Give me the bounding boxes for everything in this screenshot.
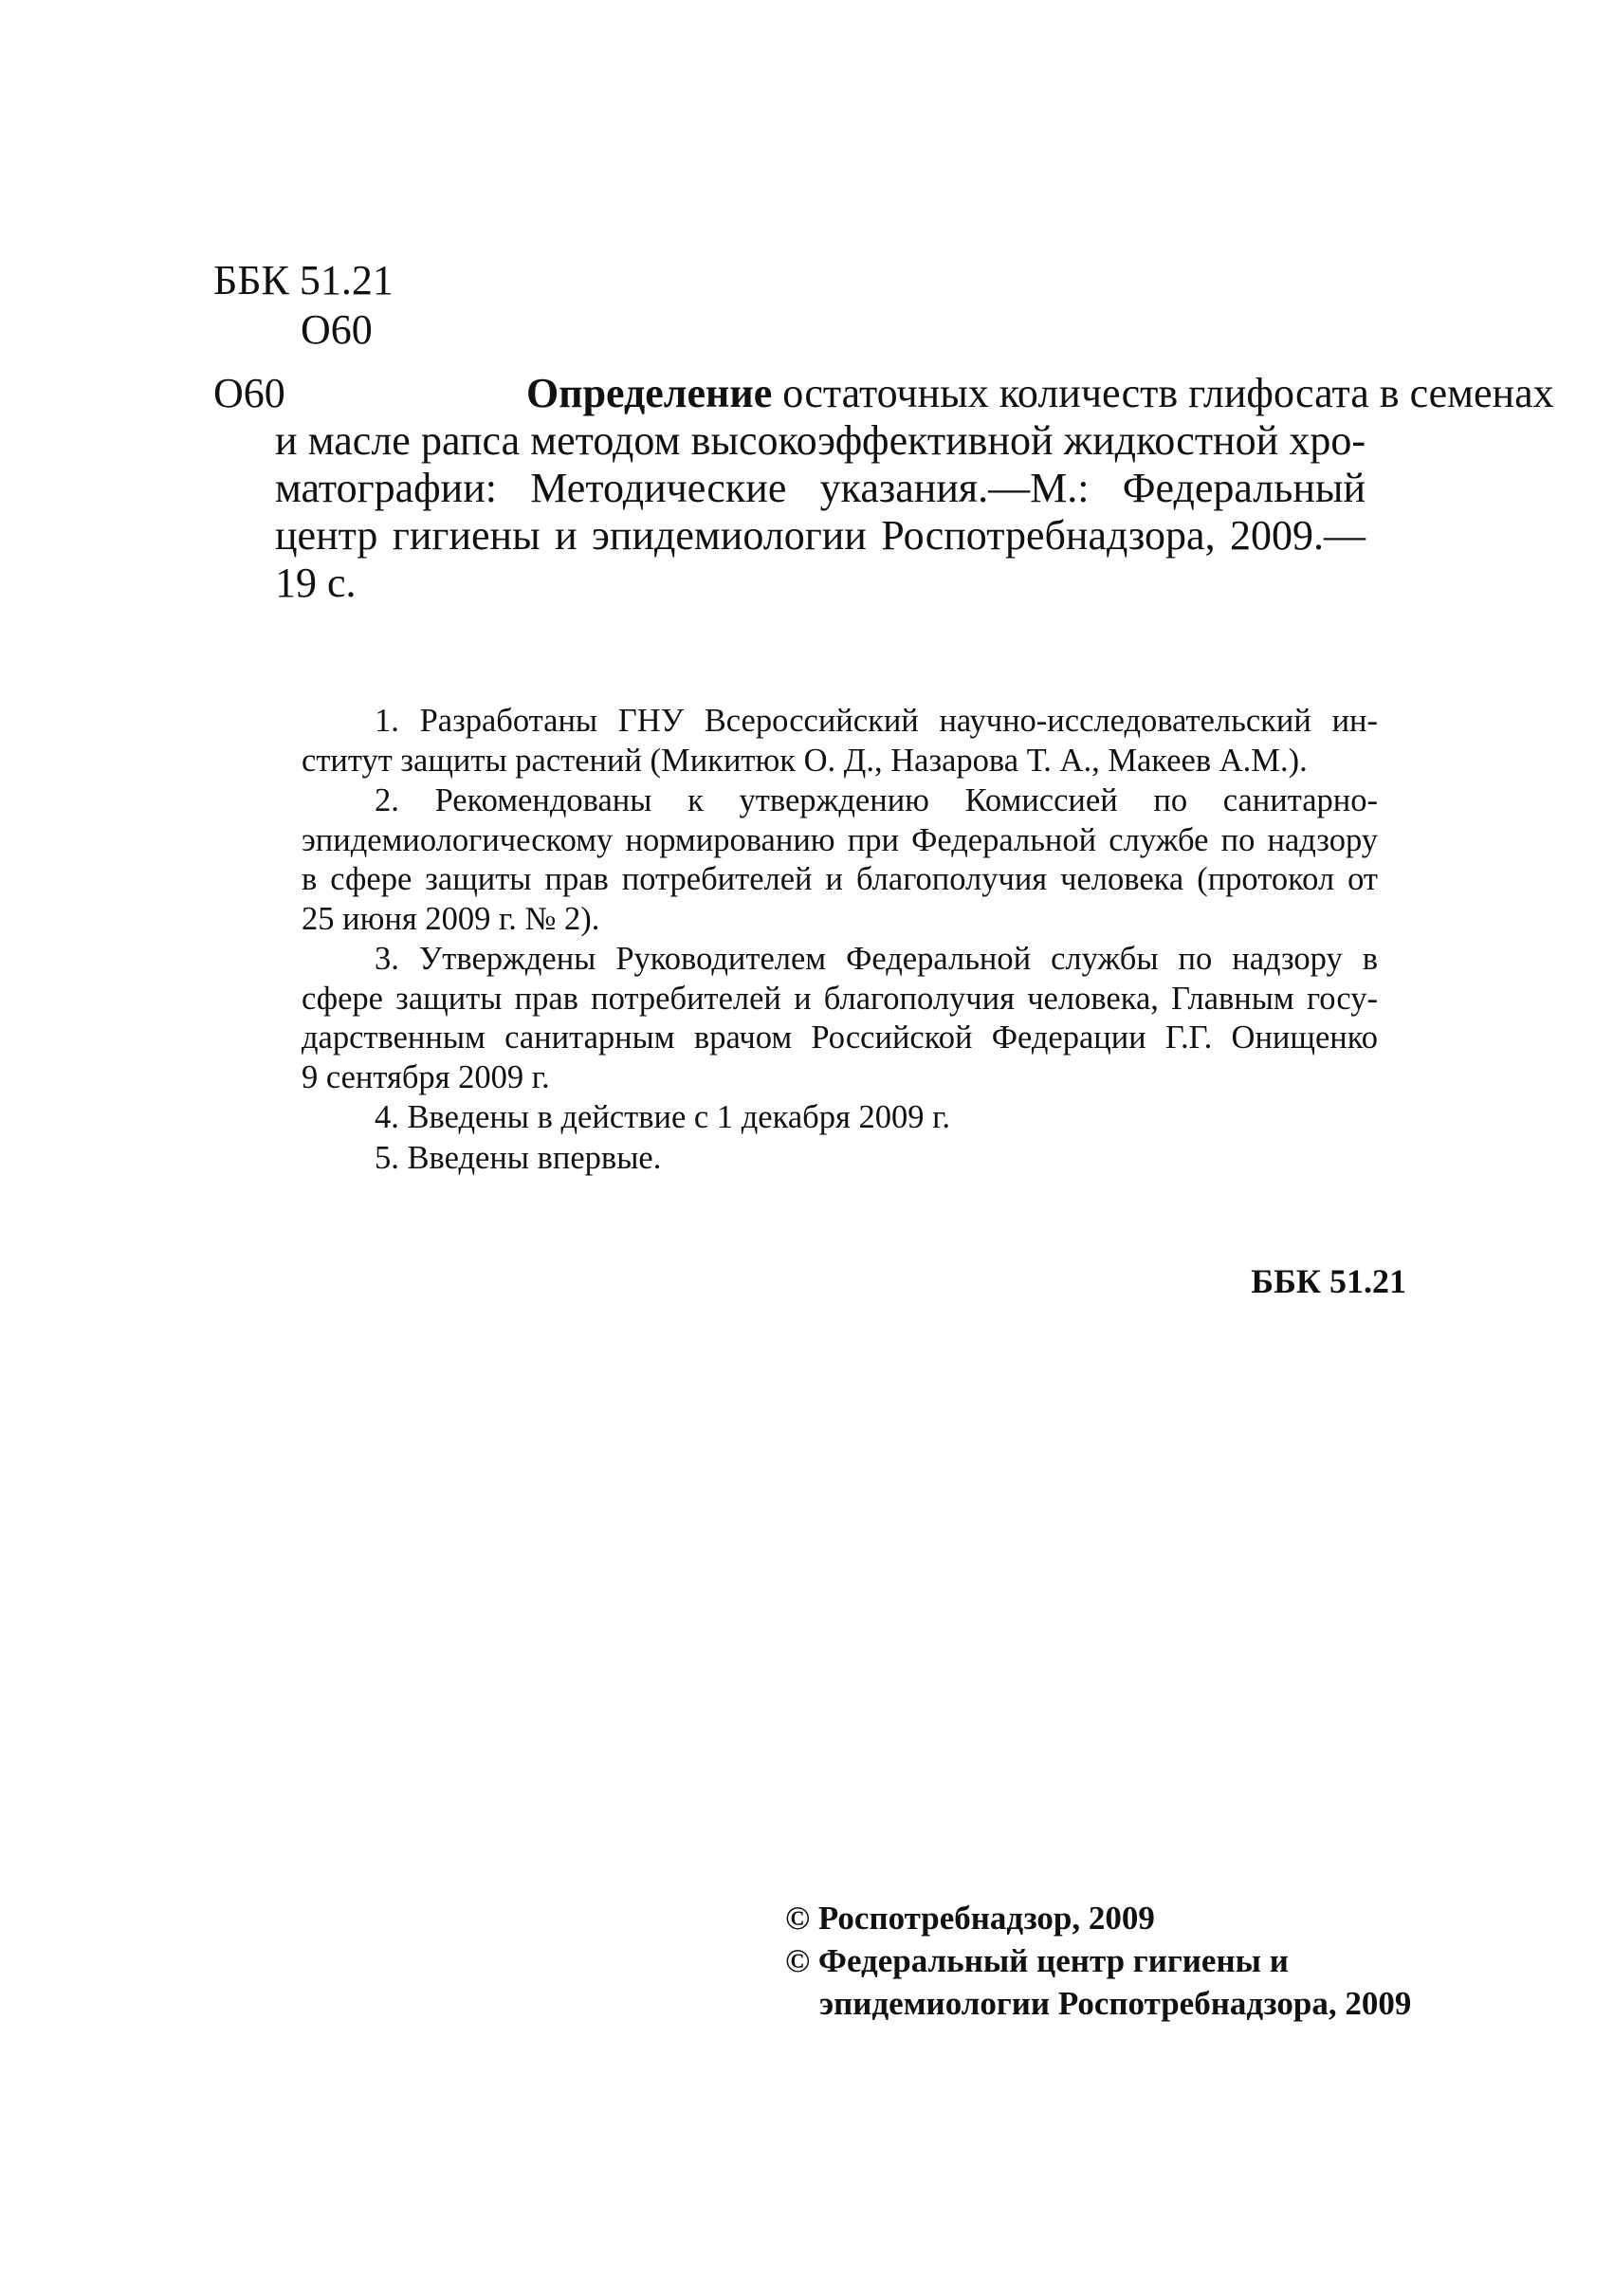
bbk-index-block — [213, 256, 394, 355]
note-line: ститут защиты растений (Микитюк О. Д., Назарова Т. А., Макеев А.М.). — [302, 742, 1308, 779]
bbk-code: ББК 51.21 — [213, 257, 394, 303]
note-item — [302, 940, 1378, 1097]
note-line: 1. Разработаны ГНУ Всероссийский научно-исследовательский ин- — [375, 703, 1378, 739]
note-item — [302, 781, 1378, 939]
note-item — [302, 1098, 1378, 1138]
note-line: 9 сентября 2009 г. — [302, 1058, 550, 1095]
bbk-code-bottom: ББК 51.21 — [1251, 1262, 1406, 1300]
note-line: 4. Введены в действие с 1 декабря 2009 г. — [375, 1099, 950, 1135]
copyright-line: эпидемиологии Роспотребнадзора, 2009 — [819, 1985, 1412, 2022]
author-sign: О60 — [301, 306, 373, 353]
note-line: сфере защиты прав потребителей и благополучия человека, Главным госу- — [302, 980, 1378, 1017]
annotation-line: и масле рапса методом высокоэффективной жидкостной хро- — [275, 417, 1366, 464]
annotation-line: центр гигиены и эпидемиологии Роспотребнадзора, 2009.— — [275, 512, 1366, 559]
note-line: в сфере защиты прав потребителей и благополучия человека (протокол от — [302, 861, 1378, 897]
annotation-line: 19 с. — [275, 560, 357, 606]
note-item — [302, 702, 1378, 781]
note-line: 25 июня 2009 г. № 2). — [302, 900, 600, 937]
annotation-line: матографии: Методические указания.—М.: Федеральный — [275, 465, 1366, 511]
annotation-body — [275, 370, 1554, 607]
bibliographic-annotation — [213, 370, 1554, 607]
note-line: дарственным санитарным врачом Российской Федерации Г.Г. Онищенко — [302, 1019, 1378, 1056]
copyright-block — [785, 1897, 1411, 2025]
note-line: 5. Введены впервые. — [375, 1139, 662, 1176]
publication-notes — [302, 702, 1378, 1179]
note-line: 3. Утверждены Руководителем Федеральной службы по надзору в — [375, 941, 1378, 977]
note-item — [302, 1139, 1378, 1179]
note-line: 2. Рекомендованы к утверждению Комиссией по санитарно- — [375, 782, 1378, 818]
annotation-title-bold: Определение — [526, 370, 773, 416]
note-line: эпидемиологическому нормированию при Федеральной службе по надзору — [302, 821, 1378, 858]
annotation-line-text: остаточных количеств глифосата в семенах — [772, 370, 1554, 416]
copyright-line: © Федеральный центр гигиены и — [785, 1942, 1289, 1979]
annotation-author-mark: О60 — [213, 370, 285, 416]
copyright-line: © Роспотребнадзор, 2009 — [785, 1900, 1155, 1937]
annotation-line — [275, 370, 1554, 417]
